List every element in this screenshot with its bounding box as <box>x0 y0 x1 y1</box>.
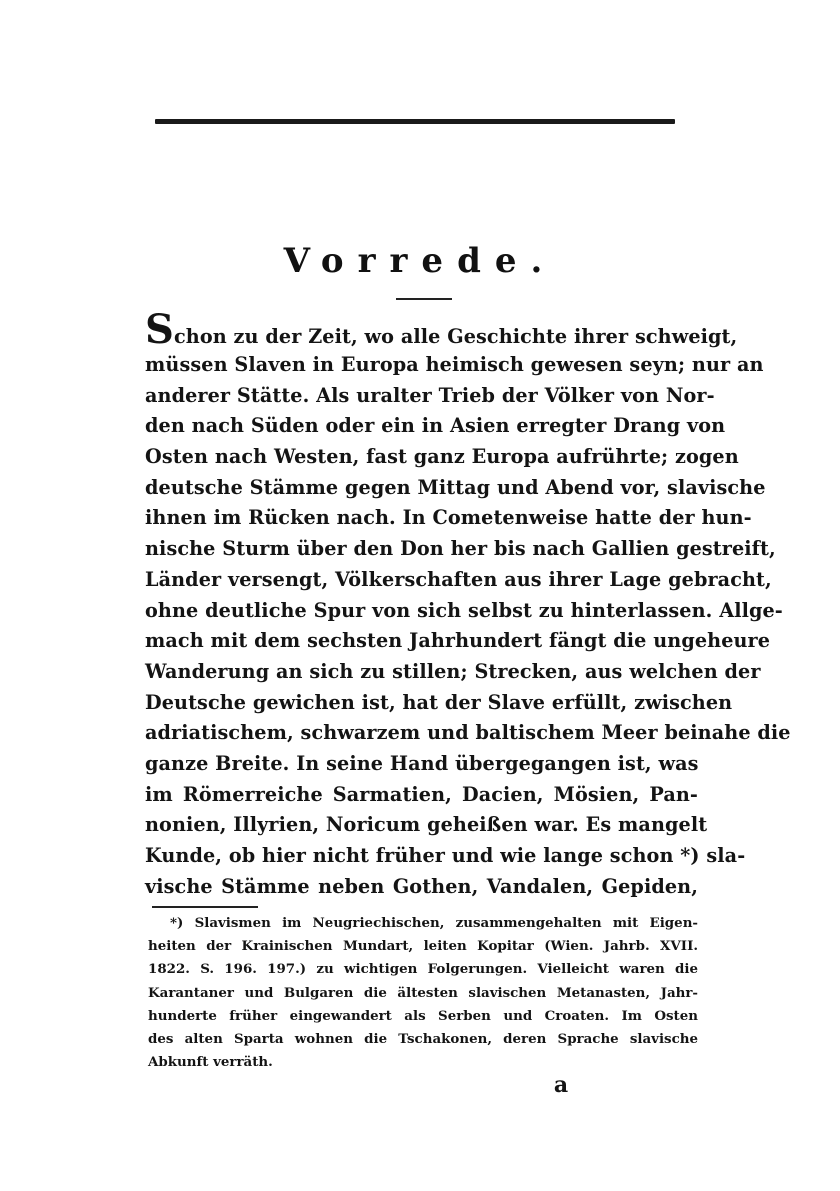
text-line <box>145 306 738 353</box>
footnote-line: des alten Sparta wohnen die Tschakonen, deren Sprache slavische <box>148 1030 698 1047</box>
text-line: Osten nach Westen, fast ganz Europa aufrührte; zogen <box>145 445 739 469</box>
footnote-rule <box>152 906 258 908</box>
text-line: mach mit dem sechsten Jahrhundert fängt die ungeheure <box>145 629 771 653</box>
text-line: Kunde, ob hier nicht früher und wie lange schon *) sla- <box>145 844 746 867</box>
text-line: anderer Stätte. Als uralter Trieb der Völker von Nor- <box>145 383 715 407</box>
text-line: adriatischem, schwarzem und baltischem Meer beinahe die <box>145 721 791 745</box>
text-line: ganze Breite. In seine Hand übergegangen ist, was <box>145 751 699 775</box>
signature-mark: a <box>553 1072 569 1098</box>
text-line: deutsche Stämme gegen Mittag und Abend vor, slavische <box>145 475 766 499</box>
footnote-line: 1822. S. 196. 197.) zu wichtigen Folgerungen. Vielleicht waren die <box>148 961 698 978</box>
text-line: den nach Süden oder ein in Asien erregter Drang von <box>145 414 726 438</box>
footnote-line: heiten der Krainischen Mundart, leiten Kopitar (Wien. Jahrb. XVII. <box>148 938 698 955</box>
text-line: Länder versengt, Völkerschaften aus ihrer Lage gebracht, <box>145 567 772 591</box>
footnote-line: Karantaner und Bulgaren die ältesten slavischen Metanasten, Jahr- <box>148 984 698 1001</box>
text-line: nonien, Illyrien, Noricum geheißen war. Es mangelt <box>145 813 708 837</box>
text-line: Deutsche gewichen ist, hat der Slave erfüllt, zwischen <box>145 690 733 714</box>
body-text <box>145 306 791 902</box>
page-title: Vorrede. <box>283 241 557 281</box>
text-line: müssen Slaven in Europa heimisch gewesen seyn; nur an <box>145 353 764 376</box>
footnote-line: hunderte früher eingewandert als Serben und Croaten. Im Osten <box>148 1007 698 1024</box>
text-line: Wanderung an sich zu stillen; Strecken, aus welchen der <box>145 659 761 683</box>
title-rule <box>396 298 452 300</box>
header-rule <box>155 119 675 124</box>
text-line: nische Sturm über den Don her bis nach Gallien gestreift, <box>145 537 776 561</box>
text-line: ihnen im Rücken nach. In Cometenweise hatte der hun- <box>145 506 752 530</box>
text-line: ohne deutliche Spur von sich selbst zu hinterlassen. Allge- <box>145 598 783 622</box>
text-line: im Römerreiche Sarmatien, Dacien, Mösien, Pan- <box>145 782 698 806</box>
drop-cap: S <box>145 306 174 353</box>
footnote-line: Abkunft verräth. <box>148 1054 273 1071</box>
text-line: vische Stämme neben Gothen, Vandalen, Gepiden, <box>145 874 698 898</box>
footnote-line: *) Slavismen im Neugriechischen, zusammengehalten mit Eigen- <box>170 915 698 931</box>
footnote <box>148 912 698 1074</box>
text-line-content: chon zu der Zeit, wo alle Geschichte ihrer schweigt, <box>174 325 738 348</box>
